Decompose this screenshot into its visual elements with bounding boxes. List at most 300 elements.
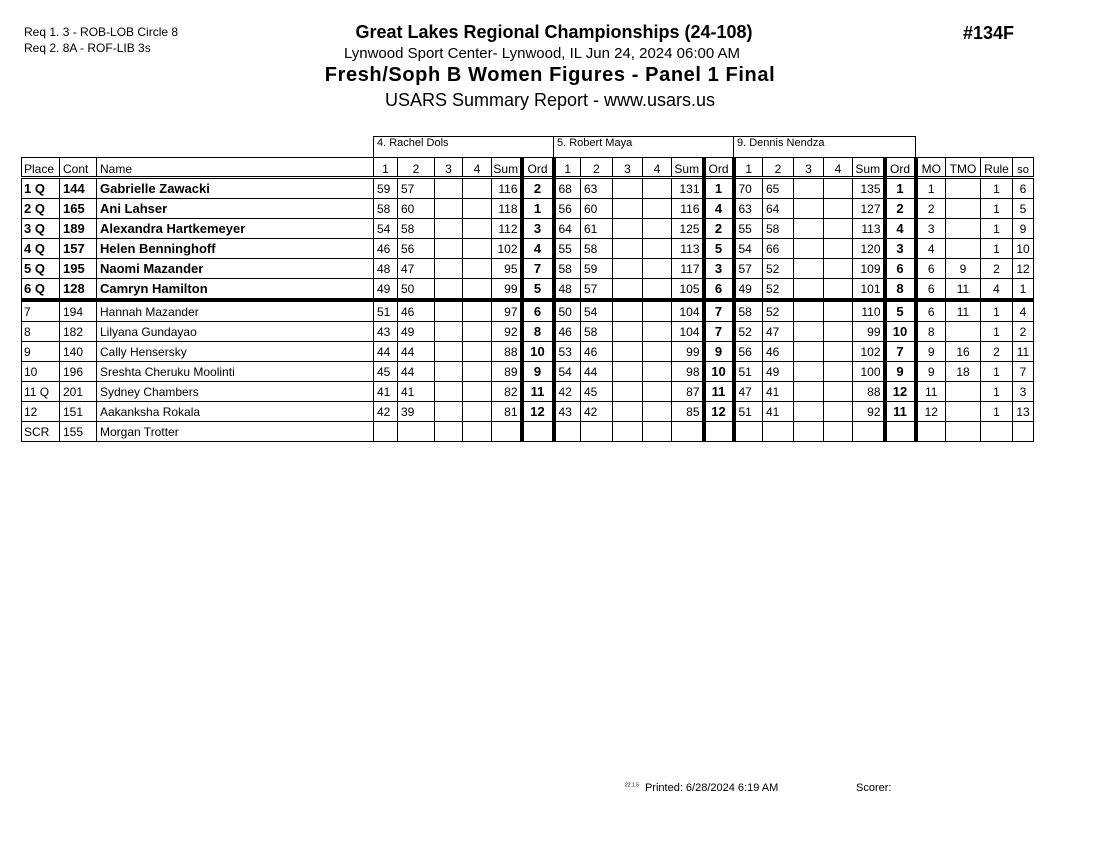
judge-2-fig-1-score: 55 xyxy=(554,239,581,259)
col-tmo: TMO xyxy=(946,158,981,178)
judge-1-fig-3-score xyxy=(435,219,463,239)
place-cell: SCR xyxy=(22,422,60,442)
judge-3-sum: 110 xyxy=(853,300,885,322)
judge-3-fig-1-score: 57 xyxy=(734,259,763,279)
so-cell: 5 xyxy=(1013,199,1034,219)
judge-3-fig-1-score: 55 xyxy=(734,219,763,239)
judge-3-sum: 88 xyxy=(853,382,885,402)
judge-2-sum: 98 xyxy=(672,362,704,382)
judge-2-fig-3-score xyxy=(613,259,643,279)
col-j2-fig3: 3 xyxy=(613,158,643,178)
judge-2-sum: 99 xyxy=(672,342,704,362)
judge-3-fig-2-score xyxy=(763,422,794,442)
rule-cell: 1 xyxy=(981,178,1013,199)
rule-cell xyxy=(981,422,1013,442)
result-row xyxy=(22,239,1034,259)
judge-2-ordinal: 7 xyxy=(704,322,734,342)
judge-1-sum: 97 xyxy=(492,300,522,322)
col-j1-fig1: 1 xyxy=(374,158,398,178)
judge-1-fig-2-score xyxy=(398,422,435,442)
judge-2-ordinal: 5 xyxy=(704,239,734,259)
judge-1-sum: 89 xyxy=(492,362,522,382)
result-row xyxy=(22,178,1034,199)
judge-2-fig-3-score xyxy=(613,300,643,322)
tmo-cell: 11 xyxy=(946,300,981,322)
tmo-cell xyxy=(946,402,981,422)
judge-3-fig-2-score: 64 xyxy=(763,199,794,219)
judge-1-fig-4-score xyxy=(463,342,492,362)
mo-cell: 1 xyxy=(916,178,946,199)
col-j3-sum: Sum xyxy=(853,158,885,178)
result-row xyxy=(22,342,1034,362)
judge-3-ordinal xyxy=(885,422,916,442)
judge-2-fig-3-score xyxy=(613,362,643,382)
col-j3-fig1: 1 xyxy=(734,158,763,178)
rule-cell: 2 xyxy=(981,259,1013,279)
judge-3-fig-3-score xyxy=(794,199,824,219)
name-cell: Alexandra Hartkemeyer xyxy=(97,219,374,239)
judge-2-fig-4-score xyxy=(643,362,672,382)
judge-3-fig-2-score: 66 xyxy=(763,239,794,259)
judge-2-ordinal: 7 xyxy=(704,300,734,322)
judge-1-fig-1-score: 42 xyxy=(374,402,398,422)
judge-3-fig-2-score: 49 xyxy=(763,362,794,382)
cont-cell: 201 xyxy=(60,382,97,402)
judge-1-sum: 82 xyxy=(492,382,522,402)
judge-3-fig-2-score: 52 xyxy=(763,279,794,301)
judge-3-fig-1-score: 58 xyxy=(734,300,763,322)
judge-1-fig-1-score: 51 xyxy=(374,300,398,322)
judge-1-fig-1-score: 44 xyxy=(374,342,398,362)
col-j1-fig3: 3 xyxy=(435,158,463,178)
judge-1-fig-4-score xyxy=(463,178,492,199)
rule-cell: 2 xyxy=(981,342,1013,362)
judge-2-fig-1-score: 54 xyxy=(554,362,581,382)
mo-cell: 8 xyxy=(916,322,946,342)
place-cell: 6 Q xyxy=(22,279,60,301)
col-j2-sum: Sum xyxy=(672,158,704,178)
judge-2-sum xyxy=(672,422,704,442)
tmo-cell: 11 xyxy=(946,279,981,301)
col-j2-fig2: 2 xyxy=(581,158,613,178)
rule-cell: 1 xyxy=(981,322,1013,342)
judge-3-fig-4-score xyxy=(824,199,853,219)
name-cell: Cally Hensersky xyxy=(97,342,374,362)
judge-1-ordinal: 1 xyxy=(522,199,554,219)
judge-2-fig-1-score: 43 xyxy=(554,402,581,422)
judge-2-fig-3-score xyxy=(613,219,643,239)
judge-1-fig-4-score xyxy=(463,259,492,279)
judge-3-fig-1-score: 54 xyxy=(734,239,763,259)
judge-1-fig-2-score: 58 xyxy=(398,219,435,239)
judge-1-fig-1-score: 48 xyxy=(374,259,398,279)
judge-2-sum: 104 xyxy=(672,322,704,342)
cont-cell: 194 xyxy=(60,300,97,322)
result-row xyxy=(22,259,1034,279)
tmo-cell: 18 xyxy=(946,362,981,382)
judge-3-fig-3-score xyxy=(794,219,824,239)
judge-3-fig-1-score: 56 xyxy=(734,342,763,362)
judge-3-sum: 120 xyxy=(853,239,885,259)
result-row xyxy=(22,219,1034,239)
judge-2-fig-3-score xyxy=(613,178,643,199)
judge-3-fig-1-score xyxy=(734,422,763,442)
cont-cell: 151 xyxy=(60,402,97,422)
result-row xyxy=(22,300,1034,322)
judge-2-fig-3-score xyxy=(613,402,643,422)
judge-3-fig-2-score: 47 xyxy=(763,322,794,342)
result-row xyxy=(22,382,1034,402)
judge-3-fig-4-score xyxy=(824,259,853,279)
judge-1-fig-1-score: 46 xyxy=(374,239,398,259)
rule-cell: 1 xyxy=(981,239,1013,259)
judge-1-fig-4-score xyxy=(463,300,492,322)
judge-2-fig-1-score xyxy=(554,422,581,442)
judge-2-ordinal: 2 xyxy=(704,219,734,239)
judge-3-fig-4-score xyxy=(824,178,853,199)
judge-2-fig-1-score: 68 xyxy=(554,178,581,199)
judge-3-sum: 99 xyxy=(853,322,885,342)
judge-3-ordinal: 8 xyxy=(885,279,916,301)
judge-1-fig-1-score: 54 xyxy=(374,219,398,239)
result-row xyxy=(22,422,1034,442)
judge-3-fig-4-score xyxy=(824,382,853,402)
scorer-label: Scorer: xyxy=(856,782,892,794)
place-cell: 5 Q xyxy=(22,259,60,279)
judge-2-fig-2-score: 58 xyxy=(581,322,613,342)
name-cell: Aakanksha Rokala xyxy=(97,402,374,422)
judge-2-fig-4-score xyxy=(643,178,672,199)
judge-1-sum: 112 xyxy=(492,219,522,239)
tmo-cell xyxy=(946,382,981,402)
judge-1-fig-2-score: 41 xyxy=(398,382,435,402)
judge-2-fig-4-score xyxy=(643,342,672,362)
judge-3-sum: 113 xyxy=(853,219,885,239)
judge-3-fig-4-score xyxy=(824,322,853,342)
judge-3-fig-3-score xyxy=(794,259,824,279)
judge-2-fig-4-score xyxy=(643,322,672,342)
judge-2-fig-2-score: 42 xyxy=(581,402,613,422)
judge-3-ordinal: 3 xyxy=(885,239,916,259)
result-row xyxy=(22,199,1034,219)
judge-3-ordinal: 10 xyxy=(885,322,916,342)
name-cell: Lilyana Gundayao xyxy=(97,322,374,342)
judge-1-sum: 95 xyxy=(492,259,522,279)
judge-1-fig-4-score xyxy=(463,362,492,382)
judge-1-sum: 118 xyxy=(492,199,522,219)
judge-1-fig-2-score: 44 xyxy=(398,342,435,362)
judge-2-sum: 131 xyxy=(672,178,704,199)
judge-1-fig-3-score xyxy=(435,362,463,382)
judge-2-fig-2-score: 63 xyxy=(581,178,613,199)
judge-1-fig-2-score: 44 xyxy=(398,362,435,382)
report-title: USARS Summary Report - www.usars.us xyxy=(384,90,716,110)
judge-3-fig-3-score xyxy=(794,322,824,342)
col-j3-fig3: 3 xyxy=(794,158,824,178)
judge-1-fig-1-score: 45 xyxy=(374,362,398,382)
col-j3-fig2: 2 xyxy=(763,158,794,178)
judge-2-sum: 116 xyxy=(672,199,704,219)
judge-3-fig-1-score: 49 xyxy=(734,279,763,301)
judge-3-fig-4-score xyxy=(824,300,853,322)
judge-3-sum xyxy=(853,422,885,442)
judge-1-fig-2-score: 57 xyxy=(398,178,435,199)
name-cell: Gabrielle Zawacki xyxy=(97,178,374,199)
judge-1-ordinal: 4 xyxy=(522,239,554,259)
judge-2-ordinal: 1 xyxy=(704,178,734,199)
result-row xyxy=(22,322,1034,342)
judge-2-fig-3-score xyxy=(613,422,643,442)
result-row xyxy=(22,362,1034,382)
judge-1-fig-3-score xyxy=(435,259,463,279)
judge-2-fig-1-score: 46 xyxy=(554,322,581,342)
judge-1-fig-3-score xyxy=(435,178,463,199)
printed-info xyxy=(625,782,778,794)
judge-3-fig-3-score xyxy=(794,239,824,259)
judge-1-ordinal: 9 xyxy=(522,362,554,382)
judge-2-fig-4-score xyxy=(643,402,672,422)
judge-1-ordinal xyxy=(522,422,554,442)
judge-3-ordinal: 6 xyxy=(885,259,916,279)
judge-2-fig-1-score: 64 xyxy=(554,219,581,239)
judge-1-ordinal: 8 xyxy=(522,322,554,342)
name-cell: Camryn Hamilton xyxy=(97,279,374,301)
judge-1-fig-4-score xyxy=(463,322,492,342)
competition-title: Great Lakes Regional Championships (24-108) xyxy=(355,22,753,42)
tmo-cell xyxy=(946,178,981,199)
so-cell: 12 xyxy=(1013,259,1034,279)
mo-cell: 9 xyxy=(916,342,946,362)
col-cont: Cont xyxy=(60,158,97,178)
judge-2-fig-2-score: 45 xyxy=(581,382,613,402)
judge-3-fig-4-score xyxy=(824,402,853,422)
judge-2-ordinal: 11 xyxy=(704,382,734,402)
judge-3-fig-2-score: 46 xyxy=(763,342,794,362)
judge-3-fig-2-score: 58 xyxy=(763,219,794,239)
judge-2-fig-2-score: 44 xyxy=(581,362,613,382)
judge-3-fig-3-score xyxy=(794,300,824,322)
rule-cell: 1 xyxy=(981,382,1013,402)
name-cell: Sydney Chambers xyxy=(97,382,374,402)
tmo-cell: 9 xyxy=(946,259,981,279)
judge-2-fig-3-score xyxy=(613,279,643,301)
results-table xyxy=(21,136,1034,442)
place-cell: 11 Q xyxy=(22,382,60,402)
name-cell: Hannah Mazander xyxy=(97,300,374,322)
judge-2-fig-2-score: 54 xyxy=(581,300,613,322)
judge-3-ordinal: 11 xyxy=(885,402,916,422)
name-cell: Morgan Trotter xyxy=(97,422,374,442)
mo-cell: 11 xyxy=(916,382,946,402)
mo-cell xyxy=(916,422,946,442)
judge-2-fig-1-score: 50 xyxy=(554,300,581,322)
judge-1-sum: 88 xyxy=(492,342,522,362)
place-cell: 1 Q xyxy=(22,178,60,199)
judge-3-ordinal: 4 xyxy=(885,219,916,239)
place-cell: 3 Q xyxy=(22,219,60,239)
col-rule: Rule xyxy=(981,158,1013,178)
judge-1-ordinal: 10 xyxy=(522,342,554,362)
judge-2-ordinal: 12 xyxy=(704,402,734,422)
so-cell xyxy=(1013,422,1034,442)
judge-2-sum: 125 xyxy=(672,219,704,239)
judge-1-fig-4-score xyxy=(463,422,492,442)
judge-3-fig-2-score: 52 xyxy=(763,259,794,279)
rule-cell: 1 xyxy=(981,402,1013,422)
judge-1-fig-2-score: 56 xyxy=(398,239,435,259)
judge-1-fig-1-score: 58 xyxy=(374,199,398,219)
tmo-cell xyxy=(946,219,981,239)
judge-1-sum: 92 xyxy=(492,322,522,342)
judge-1-fig-3-score xyxy=(435,322,463,342)
cont-cell: 144 xyxy=(60,178,97,199)
name-cell: Ani Lahser xyxy=(97,199,374,219)
judge-1-ordinal: 7 xyxy=(522,259,554,279)
judge-1-fig-3-score xyxy=(435,199,463,219)
cont-cell: 128 xyxy=(60,279,97,301)
judge-1-fig-3-score xyxy=(435,402,463,422)
judge-3-ordinal: 7 xyxy=(885,342,916,362)
mo-cell: 6 xyxy=(916,279,946,301)
judge-1-fig-4-score xyxy=(463,219,492,239)
judge-1-sum: 99 xyxy=(492,279,522,301)
col-name: Name xyxy=(97,158,374,178)
name-cell: Sreshta Cheruku Moolinti xyxy=(97,362,374,382)
judge-2-fig-4-score xyxy=(643,219,672,239)
judge-1-fig-3-score xyxy=(435,239,463,259)
tmo-cell xyxy=(946,239,981,259)
rule-cell: 1 xyxy=(981,199,1013,219)
judge-3-fig-3-score xyxy=(794,178,824,199)
judge-1-ordinal: 5 xyxy=(522,279,554,301)
judge-3-name: 9. Dennis Nendza xyxy=(734,137,916,158)
judge-2-fig-3-score xyxy=(613,322,643,342)
judge-2-fig-1-score: 48 xyxy=(554,279,581,301)
judge-3-fig-2-score: 52 xyxy=(763,300,794,322)
judge-3-fig-4-score xyxy=(824,362,853,382)
printed-timestamp: Printed: 6/28/2024 6:19 AM xyxy=(644,782,779,794)
judge-3-fig-3-score xyxy=(794,362,824,382)
requirement-2: Req 2. 8A - ROF-LIB 3s xyxy=(24,41,151,55)
judge-1-fig-4-score xyxy=(463,199,492,219)
col-j1-sum: Sum xyxy=(492,158,522,178)
cont-cell: 196 xyxy=(60,362,97,382)
judge-3-fig-4-score xyxy=(824,342,853,362)
tmo-cell xyxy=(946,322,981,342)
so-cell: 13 xyxy=(1013,402,1034,422)
judge-1-sum: 116 xyxy=(492,178,522,199)
judge-2-sum: 85 xyxy=(672,402,704,422)
mo-cell: 12 xyxy=(916,402,946,422)
col-mo: MO xyxy=(916,158,946,178)
judge-3-fig-3-score xyxy=(794,382,824,402)
judge-3-fig-1-score: 51 xyxy=(734,402,763,422)
judge-1-name: 4. Rachel Dols xyxy=(374,137,554,158)
tmo-cell: 16 xyxy=(946,342,981,362)
judge-2-ordinal: 9 xyxy=(704,342,734,362)
judge-3-fig-4-score xyxy=(824,219,853,239)
tmo-cell xyxy=(946,199,981,219)
judge-1-fig-4-score xyxy=(463,382,492,402)
judge-1-sum xyxy=(492,422,522,442)
judge-2-fig-3-score xyxy=(613,239,643,259)
judge-1-fig-1-score: 43 xyxy=(374,322,398,342)
judge-2-fig-4-score xyxy=(643,422,672,442)
judge-1-sum: 102 xyxy=(492,239,522,259)
place-cell: 2 Q xyxy=(22,199,60,219)
so-cell: 7 xyxy=(1013,362,1034,382)
rule-cell: 4 xyxy=(981,279,1013,301)
so-cell: 6 xyxy=(1013,178,1034,199)
judge-2-fig-4-score xyxy=(643,300,672,322)
judge-2-fig-4-score xyxy=(643,239,672,259)
col-j1-fig4: 4 xyxy=(463,158,492,178)
judge-2-fig-2-score: 46 xyxy=(581,342,613,362)
judge-1-fig-2-score: 47 xyxy=(398,259,435,279)
judge-1-fig-1-score xyxy=(374,422,398,442)
judge-1-sum: 81 xyxy=(492,402,522,422)
judge-3-ordinal: 9 xyxy=(885,362,916,382)
judge-2-ordinal: 10 xyxy=(704,362,734,382)
mo-cell: 6 xyxy=(916,259,946,279)
judge-3-sum: 109 xyxy=(853,259,885,279)
place-cell: 10 xyxy=(22,362,60,382)
judge-2-fig-3-score xyxy=(613,199,643,219)
judge-1-fig-2-score: 50 xyxy=(398,279,435,301)
judge-2-sum: 113 xyxy=(672,239,704,259)
so-cell: 1 xyxy=(1013,279,1034,301)
judge-3-ordinal: 2 xyxy=(885,199,916,219)
version-label: 22.1.5 xyxy=(625,782,639,789)
judge-3-sum: 92 xyxy=(853,402,885,422)
judge-3-fig-3-score xyxy=(794,422,824,442)
judge-3-fig-1-score: 51 xyxy=(734,362,763,382)
mo-cell: 4 xyxy=(916,239,946,259)
judge-3-fig-1-score: 47 xyxy=(734,382,763,402)
judge-2-fig-1-score: 56 xyxy=(554,199,581,219)
judge-2-fig-2-score: 61 xyxy=(581,219,613,239)
col-j2-ord: Ord xyxy=(704,158,734,178)
mo-cell: 6 xyxy=(916,300,946,322)
judge-3-fig-2-score: 65 xyxy=(763,178,794,199)
judge-2-sum: 87 xyxy=(672,382,704,402)
cont-cell: 157 xyxy=(60,239,97,259)
event-title: Fresh/Soph B Women Figures - Panel 1 Final xyxy=(324,64,776,86)
mo-cell: 2 xyxy=(916,199,946,219)
judge-3-fig-2-score: 41 xyxy=(763,402,794,422)
judge-3-fig-1-score: 70 xyxy=(734,178,763,199)
judge-1-ordinal: 11 xyxy=(522,382,554,402)
judge-2-fig-3-score xyxy=(613,382,643,402)
judge-3-fig-1-score: 63 xyxy=(734,199,763,219)
judge-2-sum: 105 xyxy=(672,279,704,301)
cont-cell: 182 xyxy=(60,322,97,342)
cont-cell: 195 xyxy=(60,259,97,279)
rule-cell: 1 xyxy=(981,219,1013,239)
place-cell: 4 Q xyxy=(22,239,60,259)
judge-1-ordinal: 3 xyxy=(522,219,554,239)
judge-2-fig-1-score: 53 xyxy=(554,342,581,362)
judge-2-fig-2-score: 57 xyxy=(581,279,613,301)
judge-3-sum: 127 xyxy=(853,199,885,219)
judge-1-fig-4-score xyxy=(463,279,492,301)
so-cell: 3 xyxy=(1013,382,1034,402)
tmo-cell xyxy=(946,422,981,442)
name-cell: Helen Benninghoff xyxy=(97,239,374,259)
result-row xyxy=(22,279,1034,301)
judge-2-fig-2-score xyxy=(581,422,613,442)
judge-2-fig-3-score xyxy=(613,342,643,362)
